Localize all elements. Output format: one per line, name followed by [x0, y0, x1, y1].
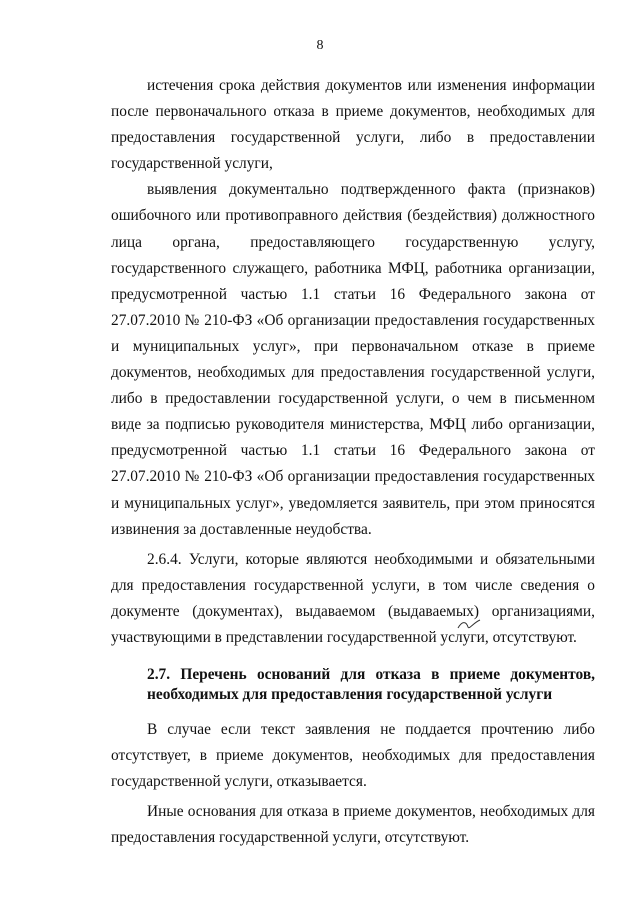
paragraph-no-other-grounds: Иные основания для отказа в приеме документов, необходимых для предоставления государственной услуги, отсутствуют.	[111, 803, 595, 847]
section-heading-2-7	[111, 665, 595, 705]
section-number: 2.7.	[147, 666, 171, 684]
paragraph-unreadable-application: В случае если текст заявления не поддается прочтению либо отсутствует, в приеме документов, необходимых для предоставления государственной услуги, отказывается.	[111, 721, 595, 791]
section-title: Перечень оснований для отказа в приеме документов, необходимых для предоставления государственной услуги	[147, 666, 595, 704]
page-number: 8	[316, 38, 324, 53]
paragraph-2-6-4: 2.6.4. Услуги, которые являются необходимыми и обязательными для предоставления государственной услуги, в том числе сведения о документе (документах), выдаваемом (выдаваемых) организациями, участвующими в представлении государственной услуги, отсутствуют.	[111, 550, 595, 646]
document-body	[111, 73, 595, 852]
paragraph-erroneous-action: выявления документально подтвержденного факта (признаков) ошибочного или противоправного действия (бездействия) должностного лица органа, предоставляющего государственную услугу, государственного служащего, работника МФЦ, работника организации, предусмотренной частью 1.1 статьи 16 Федерального закона от 27.07.2010 № 210-ФЗ «Об организации предоставления государственных и муниципальных услуг», при первоначальном отказе в приеме документов, необходимых для предоставления государственной услуги, либо в предоставлении государственной услуги, о чем в письменном виде за подписью руководителя министерства, МФЦ либо организации, предусмотренной частью 1.1 статьи 16 Федерального закона от 27.07.2010 № 210-ФЗ «Об организации предоставления государственных и муниципальных услуг», уведомляется заявитель, при этом приносятся извинения за доставленные неудобства.	[111, 181, 595, 538]
paragraph-document-expiry: истечения срока действия документов или изменения информации после первоначального отказа в приеме документов, необходимых для предоставления государственной услуги, либо в предоставлении государственной услуги,	[111, 77, 595, 173]
